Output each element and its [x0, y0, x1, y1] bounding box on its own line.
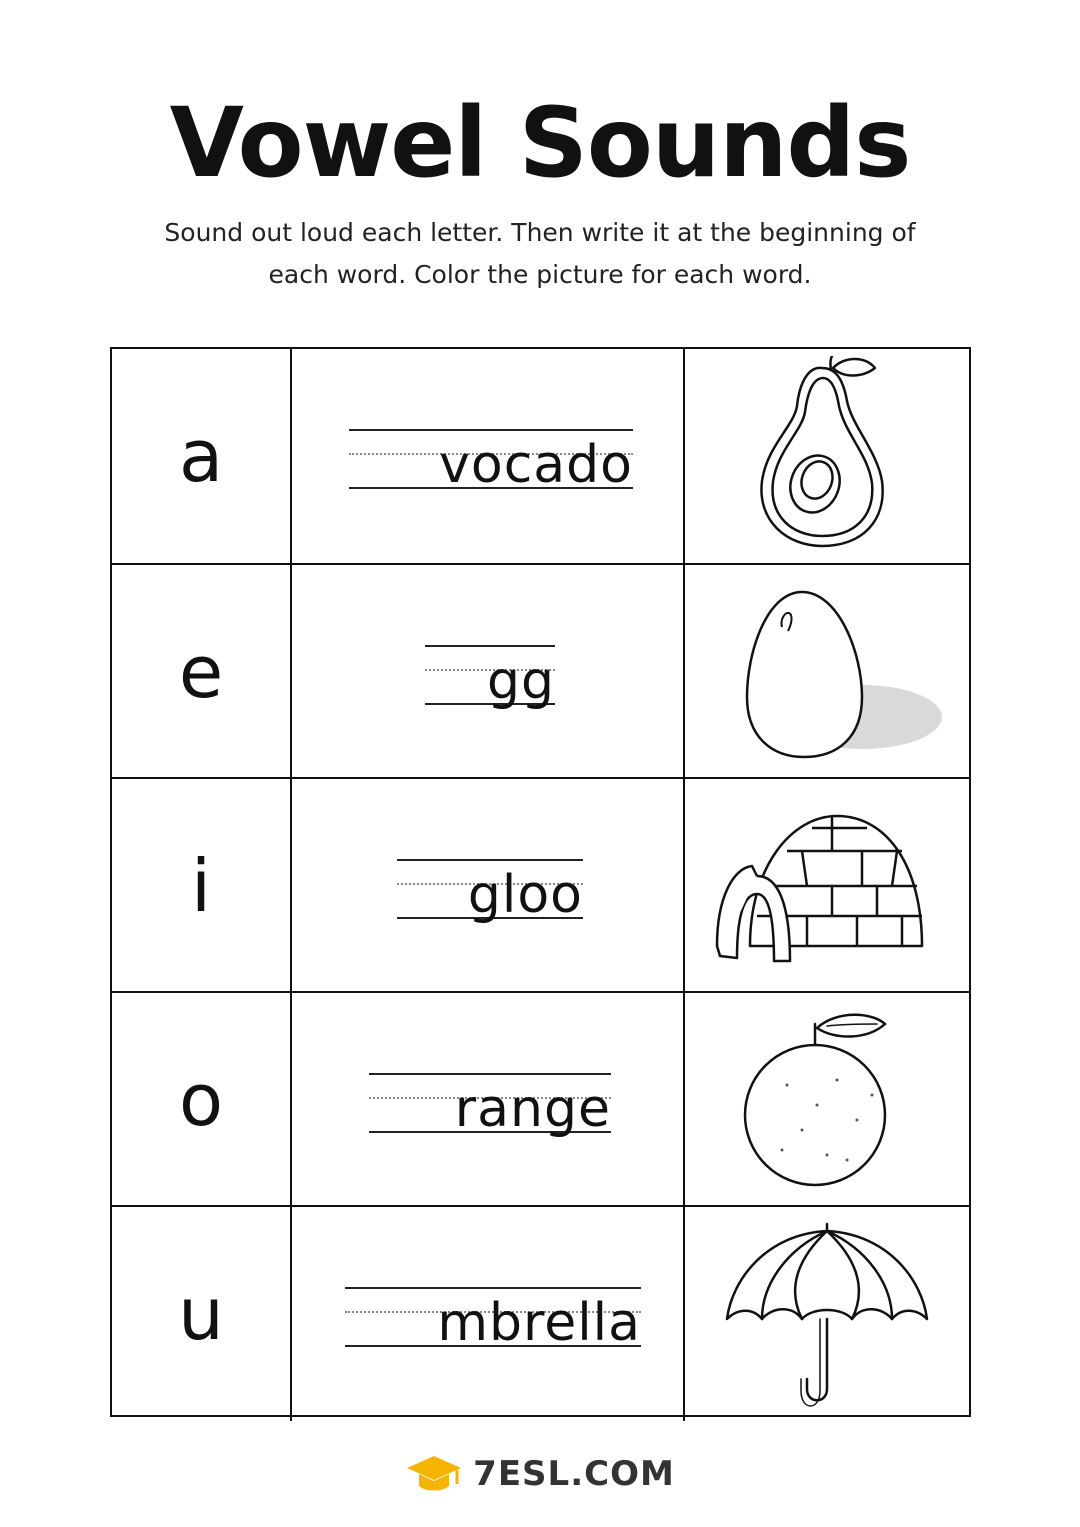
writing-lines[interactable] — [425, 645, 555, 711]
word-ending: gloo — [467, 865, 583, 925]
word-cell — [292, 1207, 685, 1421]
egg-icon — [712, 577, 942, 767]
vowel-letter: u — [178, 1272, 224, 1356]
letter-cell — [112, 779, 292, 993]
table-row — [112, 349, 969, 563]
picture-cell — [685, 349, 969, 563]
writing-lines[interactable] — [345, 1287, 641, 1353]
letter-cell — [112, 1207, 292, 1421]
writing-lines[interactable] — [397, 859, 583, 925]
umbrella-icon — [717, 1219, 937, 1409]
word-ending: gg — [486, 651, 555, 711]
graduation-cap-icon — [405, 1452, 463, 1496]
orange-icon — [727, 1010, 927, 1190]
footer — [0, 1452, 1080, 1496]
vowel-letter: o — [178, 1058, 224, 1142]
word-ending: vocado — [439, 435, 633, 495]
picture-cell — [685, 993, 969, 1207]
vowel-letter: i — [190, 844, 211, 928]
letter-cell — [112, 993, 292, 1207]
vowel-table — [110, 347, 971, 1417]
letter-cell — [112, 349, 292, 563]
table-row — [112, 563, 969, 779]
picture-cell — [685, 1207, 969, 1421]
writing-lines[interactable] — [369, 1073, 611, 1139]
word-cell — [292, 565, 685, 779]
vowel-letter: a — [178, 414, 224, 498]
avocado-icon — [727, 356, 927, 556]
table-row — [112, 1205, 969, 1421]
worksheet-title: Vowel Sounds — [169, 87, 911, 199]
word-ending: mbrella — [437, 1293, 641, 1353]
table-row — [112, 777, 969, 993]
instructions — [140, 212, 940, 296]
instructions-line-2: each word. Color the picture for each word. — [268, 260, 812, 289]
picture-cell — [685, 779, 969, 993]
word-cell — [292, 779, 685, 993]
vowel-letter: e — [178, 630, 224, 714]
word-cell — [292, 349, 685, 563]
picture-cell — [685, 565, 969, 779]
igloo-icon — [712, 796, 942, 976]
table-row — [112, 991, 969, 1207]
letter-cell — [112, 565, 292, 779]
writing-lines[interactable] — [349, 429, 633, 495]
word-cell — [292, 993, 685, 1207]
brand-logo-text[interactable]: 7ESL.COM — [473, 1454, 675, 1494]
instructions-line-1: Sound out loud each letter. Then write it at the beginning of — [164, 218, 916, 247]
word-ending: range — [454, 1079, 611, 1139]
